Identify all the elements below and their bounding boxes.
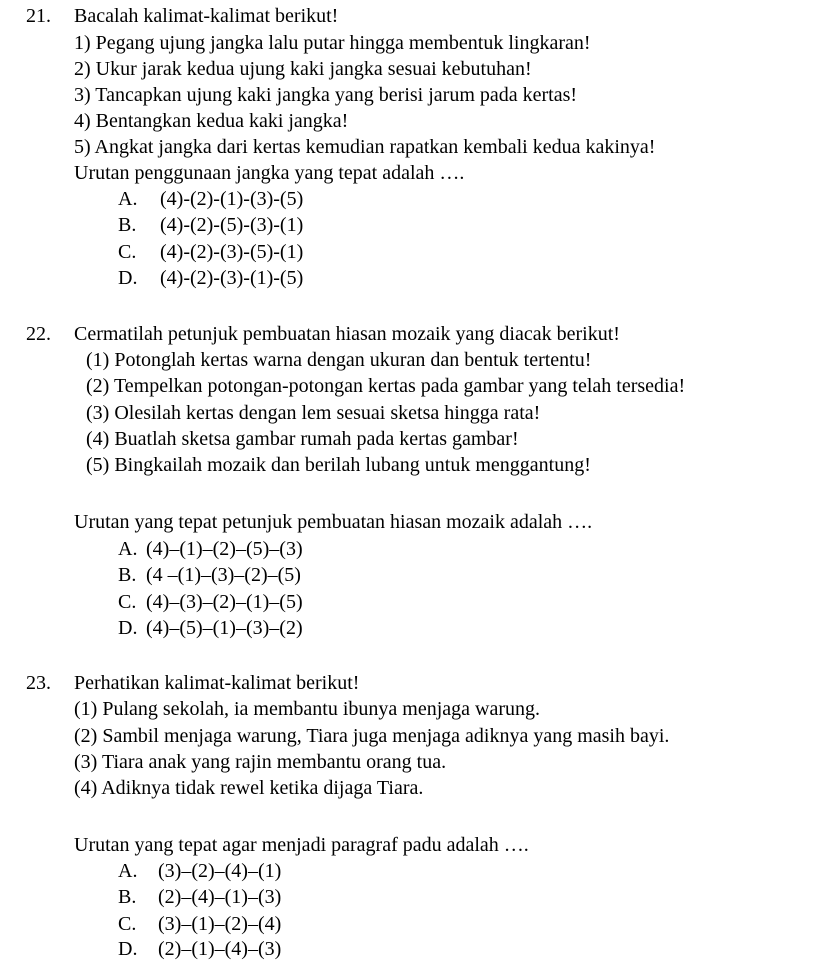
option-letter: C. <box>118 913 137 935</box>
list-item: (2) Tempelkan potongan-potongan kertas pada gambar yang telah tersedia! <box>86 375 686 397</box>
list-item: 4) Bentangkan kedua kaki jangka! <box>74 110 349 132</box>
option-text: (4)-(2)-(5)-(3)-(1) <box>160 214 304 236</box>
list-item: (5) Bingkailah mozaik dan berilah lubang untuk menggantung! <box>86 454 591 476</box>
list-item: (3) Olesilah kertas dengan lem sesuai sketsa hingga rata! <box>86 402 541 424</box>
option-letter: C. <box>118 241 137 263</box>
answer-option[interactable] <box>118 213 303 237</box>
answer-option[interactable] <box>118 859 281 883</box>
answer-option[interactable] <box>118 187 303 211</box>
answer-option[interactable] <box>118 266 303 290</box>
list-item: 1) Pegang ujung jangka lalu putar hingga membentuk lingkaran! <box>74 32 591 54</box>
option-text: (2)–(4)–(1)–(3) <box>158 886 282 908</box>
option-letter: D. <box>118 938 138 960</box>
answer-option[interactable] <box>118 240 303 264</box>
question-number: 23. <box>26 672 51 694</box>
answer-option[interactable] <box>118 590 303 614</box>
list-item: 2) Ukur jarak kedua ujung kaki jangka sesuai kebutuhan! <box>74 58 532 80</box>
list-item: 3) Tancapkan ujung kaki jangka yang berisi jarum pada kertas! <box>74 84 578 106</box>
list-item: (1) Pulang sekolah, ia membantu ibunya menjaga warung. <box>74 698 540 720</box>
question-prompt: Urutan yang tepat petunjuk pembuatan hiasan mozaik adalah …. <box>74 511 593 533</box>
option-text: (4)–(5)–(1)–(3)–(2) <box>146 617 303 639</box>
option-text: (3)–(2)–(4)–(1) <box>158 860 282 882</box>
option-letter: D. <box>118 267 138 289</box>
option-letter: B. <box>118 886 137 908</box>
option-text: (4)-(2)-(3)-(5)-(1) <box>160 241 304 263</box>
question-instruction: Cermatilah petunjuk pembuatan hiasan mozaik yang diacak berikut! <box>74 323 620 345</box>
option-text: (4)–(1)–(2)–(5)–(3) <box>146 538 303 560</box>
list-item: (4) Buatlah sketsa gambar rumah pada kertas gambar! <box>86 428 519 450</box>
option-text: (4)-(2)-(1)-(3)-(5) <box>160 188 304 210</box>
list-item: (2) Sambil menjaga warung, Tiara juga menjaga adiknya yang masih bayi. <box>74 725 670 747</box>
question-prompt: Urutan yang tepat agar menjadi paragraf padu adalah …. <box>74 834 529 856</box>
option-text: (4 –(1)–(3)–(2)–(5) <box>146 564 301 586</box>
list-item: (4) Adiknya tidak rewel ketika dijaga Tiara. <box>74 777 424 799</box>
answer-option[interactable] <box>118 563 301 587</box>
option-letter: D. <box>118 617 138 639</box>
option-letter: A. <box>118 860 138 882</box>
answer-option[interactable] <box>118 912 281 936</box>
option-letter: B. <box>118 564 137 586</box>
option-text: (4)-(2)-(3)-(1)-(5) <box>160 267 304 289</box>
option-text: (4)–(3)–(2)–(1)–(5) <box>146 591 303 613</box>
option-letter: A. <box>118 188 138 210</box>
answer-option[interactable] <box>118 537 303 561</box>
answer-option[interactable] <box>118 885 281 909</box>
question-number: 21. <box>26 5 51 27</box>
question-prompt: Urutan penggunaan jangka yang tepat adalah …. <box>74 162 465 184</box>
question-instruction: Bacalah kalimat-kalimat berikut! <box>74 5 339 27</box>
list-item: (1) Potonglah kertas warna dengan ukuran dan bentuk tertentu! <box>86 349 592 371</box>
option-text: (2)–(1)–(4)–(3) <box>158 938 282 960</box>
answer-option[interactable] <box>118 937 281 961</box>
option-letter: B. <box>118 214 137 236</box>
option-letter: C. <box>118 591 137 613</box>
question-number: 22. <box>26 323 51 345</box>
list-item: 5) Angkat jangka dari kertas kemudian rapatkan kembali kedua kakinya! <box>74 136 656 158</box>
option-text: (3)–(1)–(2)–(4) <box>158 913 282 935</box>
question-instruction: Perhatikan kalimat-kalimat berikut! <box>74 672 360 694</box>
list-item: (3) Tiara anak yang rajin membantu orang tua. <box>74 751 447 773</box>
option-letter: A. <box>118 538 138 560</box>
answer-option[interactable] <box>118 616 303 640</box>
